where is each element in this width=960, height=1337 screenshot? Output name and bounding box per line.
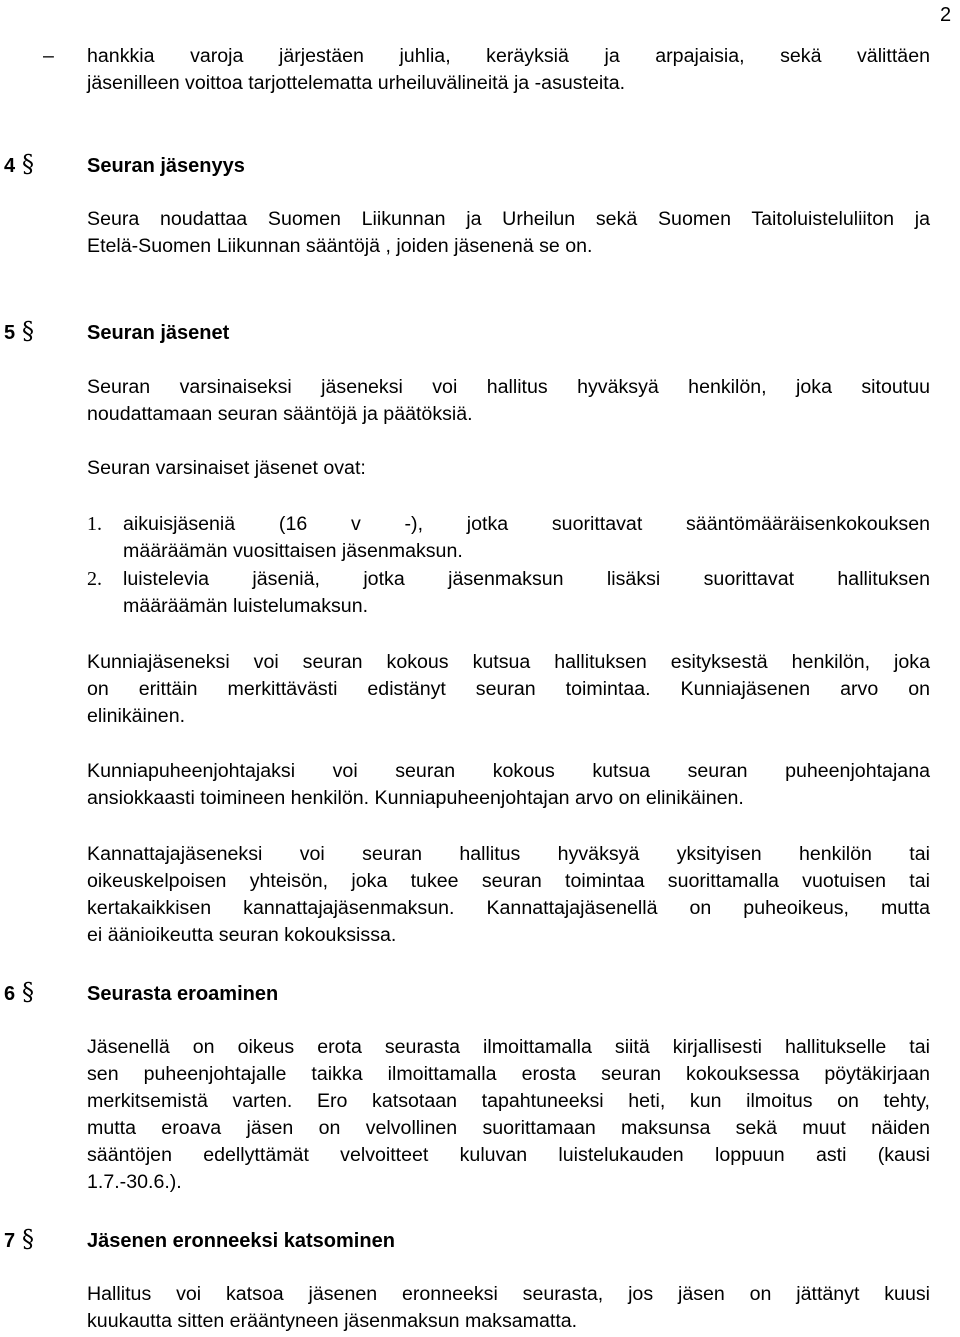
paragraph-line: sääntöjen edellyttämät velvoitteet kuluvan luistelukauden loppuun asti (kausi	[87, 1144, 930, 1166]
paragraph-line: Seuran varsinaiseksi jäseneksi voi hallitus hyväksyä henkilön, joka sitoutuu	[87, 376, 930, 398]
paragraph-line: noudattamaan seuran sääntöjä ja päätöksiä.	[87, 403, 473, 425]
paragraph-line: mutta eroava jäsen on velvollinen suorittamaan maksunsa sekä muut näiden	[87, 1117, 930, 1139]
section-symbol: §	[22, 150, 34, 178]
section-symbol: §	[22, 978, 34, 1006]
section-5-paragraph-2	[87, 455, 930, 482]
section-number: 6	[4, 983, 16, 1005]
paragraph-line: sen puheenjohtajalle taikka ilmoittamalla erosta seuran kokouksessa pöytäkirjaan	[87, 1063, 930, 1085]
paragraph-line: Etelä-Suomen Liikunnan sääntöjä , joiden jäsenenä se on.	[87, 235, 593, 257]
paragraph-line: Kunniapuheenjohtajaksi voi seuran kokous kutsua seuran puheenjohtajana	[87, 760, 930, 782]
paragraph-line: merkitsemistä varten. Ero katsotaan tapahtuneeksi heti, kun ilmoitus on tehty,	[87, 1090, 930, 1112]
section-symbol: §	[22, 1225, 34, 1253]
list-number: 2.	[87, 568, 102, 590]
paragraph-line: Seura noudattaa Suomen Liikunnan ja Urheilun sekä Suomen Taitoluisteluliiton ja	[87, 208, 930, 230]
list-line: määräämän luistelumaksun.	[123, 595, 369, 617]
paragraph-line: Kannattajajäseneksi voi seuran hallitus hyväksyä yksityisen henkilön tai	[87, 843, 930, 865]
section-number: 4	[4, 155, 16, 177]
page-number: 2	[940, 4, 952, 26]
list-item	[87, 511, 930, 565]
paragraph-line: 1.7.-30.6.).	[87, 1171, 182, 1193]
paragraph-line: Hallitus voi katsoa jäsenen eronneeksi seurasta, jos jäsen on jättänyt kuusi	[87, 1283, 930, 1305]
section-6-paragraph	[87, 1034, 930, 1196]
section-number: 7	[4, 1230, 16, 1252]
section-7-paragraph	[87, 1281, 930, 1335]
section-5-paragraph-1	[87, 374, 930, 428]
list-line: aikuisjäseniä (16 v -), jotka suorittavat sääntömääräisenkokouksen	[123, 513, 930, 535]
section-5-paragraph-4	[87, 758, 930, 812]
intro-line: hankkia varoja järjestäen juhlia, keräyksiä ja arpajaisia, sekä välittäen	[87, 45, 930, 67]
section-number: 5	[4, 322, 16, 344]
paragraph-line: ei äänioikeutta seuran kokouksissa.	[87, 924, 397, 946]
paragraph-line: oikeuskelpoisen yhteisön, joka tukee seuran toimintaa suorittamalla vuotuisen tai	[87, 870, 930, 892]
paragraph-line: elinikäinen.	[87, 705, 186, 727]
section-title: Seuran jäsenyys	[87, 155, 245, 177]
section-7-heading	[4, 1226, 904, 1255]
paragraph-line: ansiokkaasti toimineen henkilön. Kunniapuheenjohtajan arvo on elinikäinen.	[87, 787, 744, 809]
intro-line: jäsenilleen voittoa tarjottelematta urheiluvälineitä ja -asusteita.	[87, 72, 626, 94]
section-4-paragraph	[87, 206, 930, 260]
section-title: Seurasta eroaminen	[87, 983, 279, 1005]
list-line: luistelevia jäseniä, jotka jäsenmaksun lisäksi suorittavat hallituksen	[123, 568, 930, 590]
paragraph-line: kuukautta sitten erääntyneen jäsenmaksun maksamatta.	[87, 1310, 578, 1332]
section-5-paragraph-3	[87, 649, 930, 730]
paragraph-line: Jäsenellä on oikeus erota seurasta ilmoittamalla siitä kirjallisesti hallitukselle tai	[87, 1036, 930, 1058]
paragraph-line: Seuran varsinaiset jäsenet ovat:	[87, 457, 366, 479]
paragraph-line: on erittäin merkittävästi edistänyt seuran toimintaa. Kunniajäsenen arvo on	[87, 678, 930, 700]
paragraph-line: kertakaikkisen kannattajajäsenmaksun. Kannattajajäsenellä on puheoikeus, mutta	[87, 897, 930, 919]
paragraph-line: Kunniajäseneksi voi seuran kokous kutsua hallituksen esityksestä henkilön, joka	[87, 651, 930, 673]
list-number: 1.	[87, 513, 102, 535]
intro-list-item	[43, 43, 930, 97]
section-6-heading	[4, 979, 904, 1008]
list-item	[87, 566, 930, 620]
list-line: määräämän vuosittaisen jäsenmaksun.	[123, 540, 463, 562]
section-4-heading	[4, 151, 904, 180]
section-5-paragraph-5	[87, 841, 930, 949]
dash-bullet: –	[43, 45, 54, 67]
section-5-heading	[4, 318, 904, 347]
section-title: Jäsenen eronneeksi katsominen	[87, 1230, 395, 1252]
section-title: Seuran jäsenet	[87, 322, 230, 344]
section-symbol: §	[22, 317, 34, 345]
